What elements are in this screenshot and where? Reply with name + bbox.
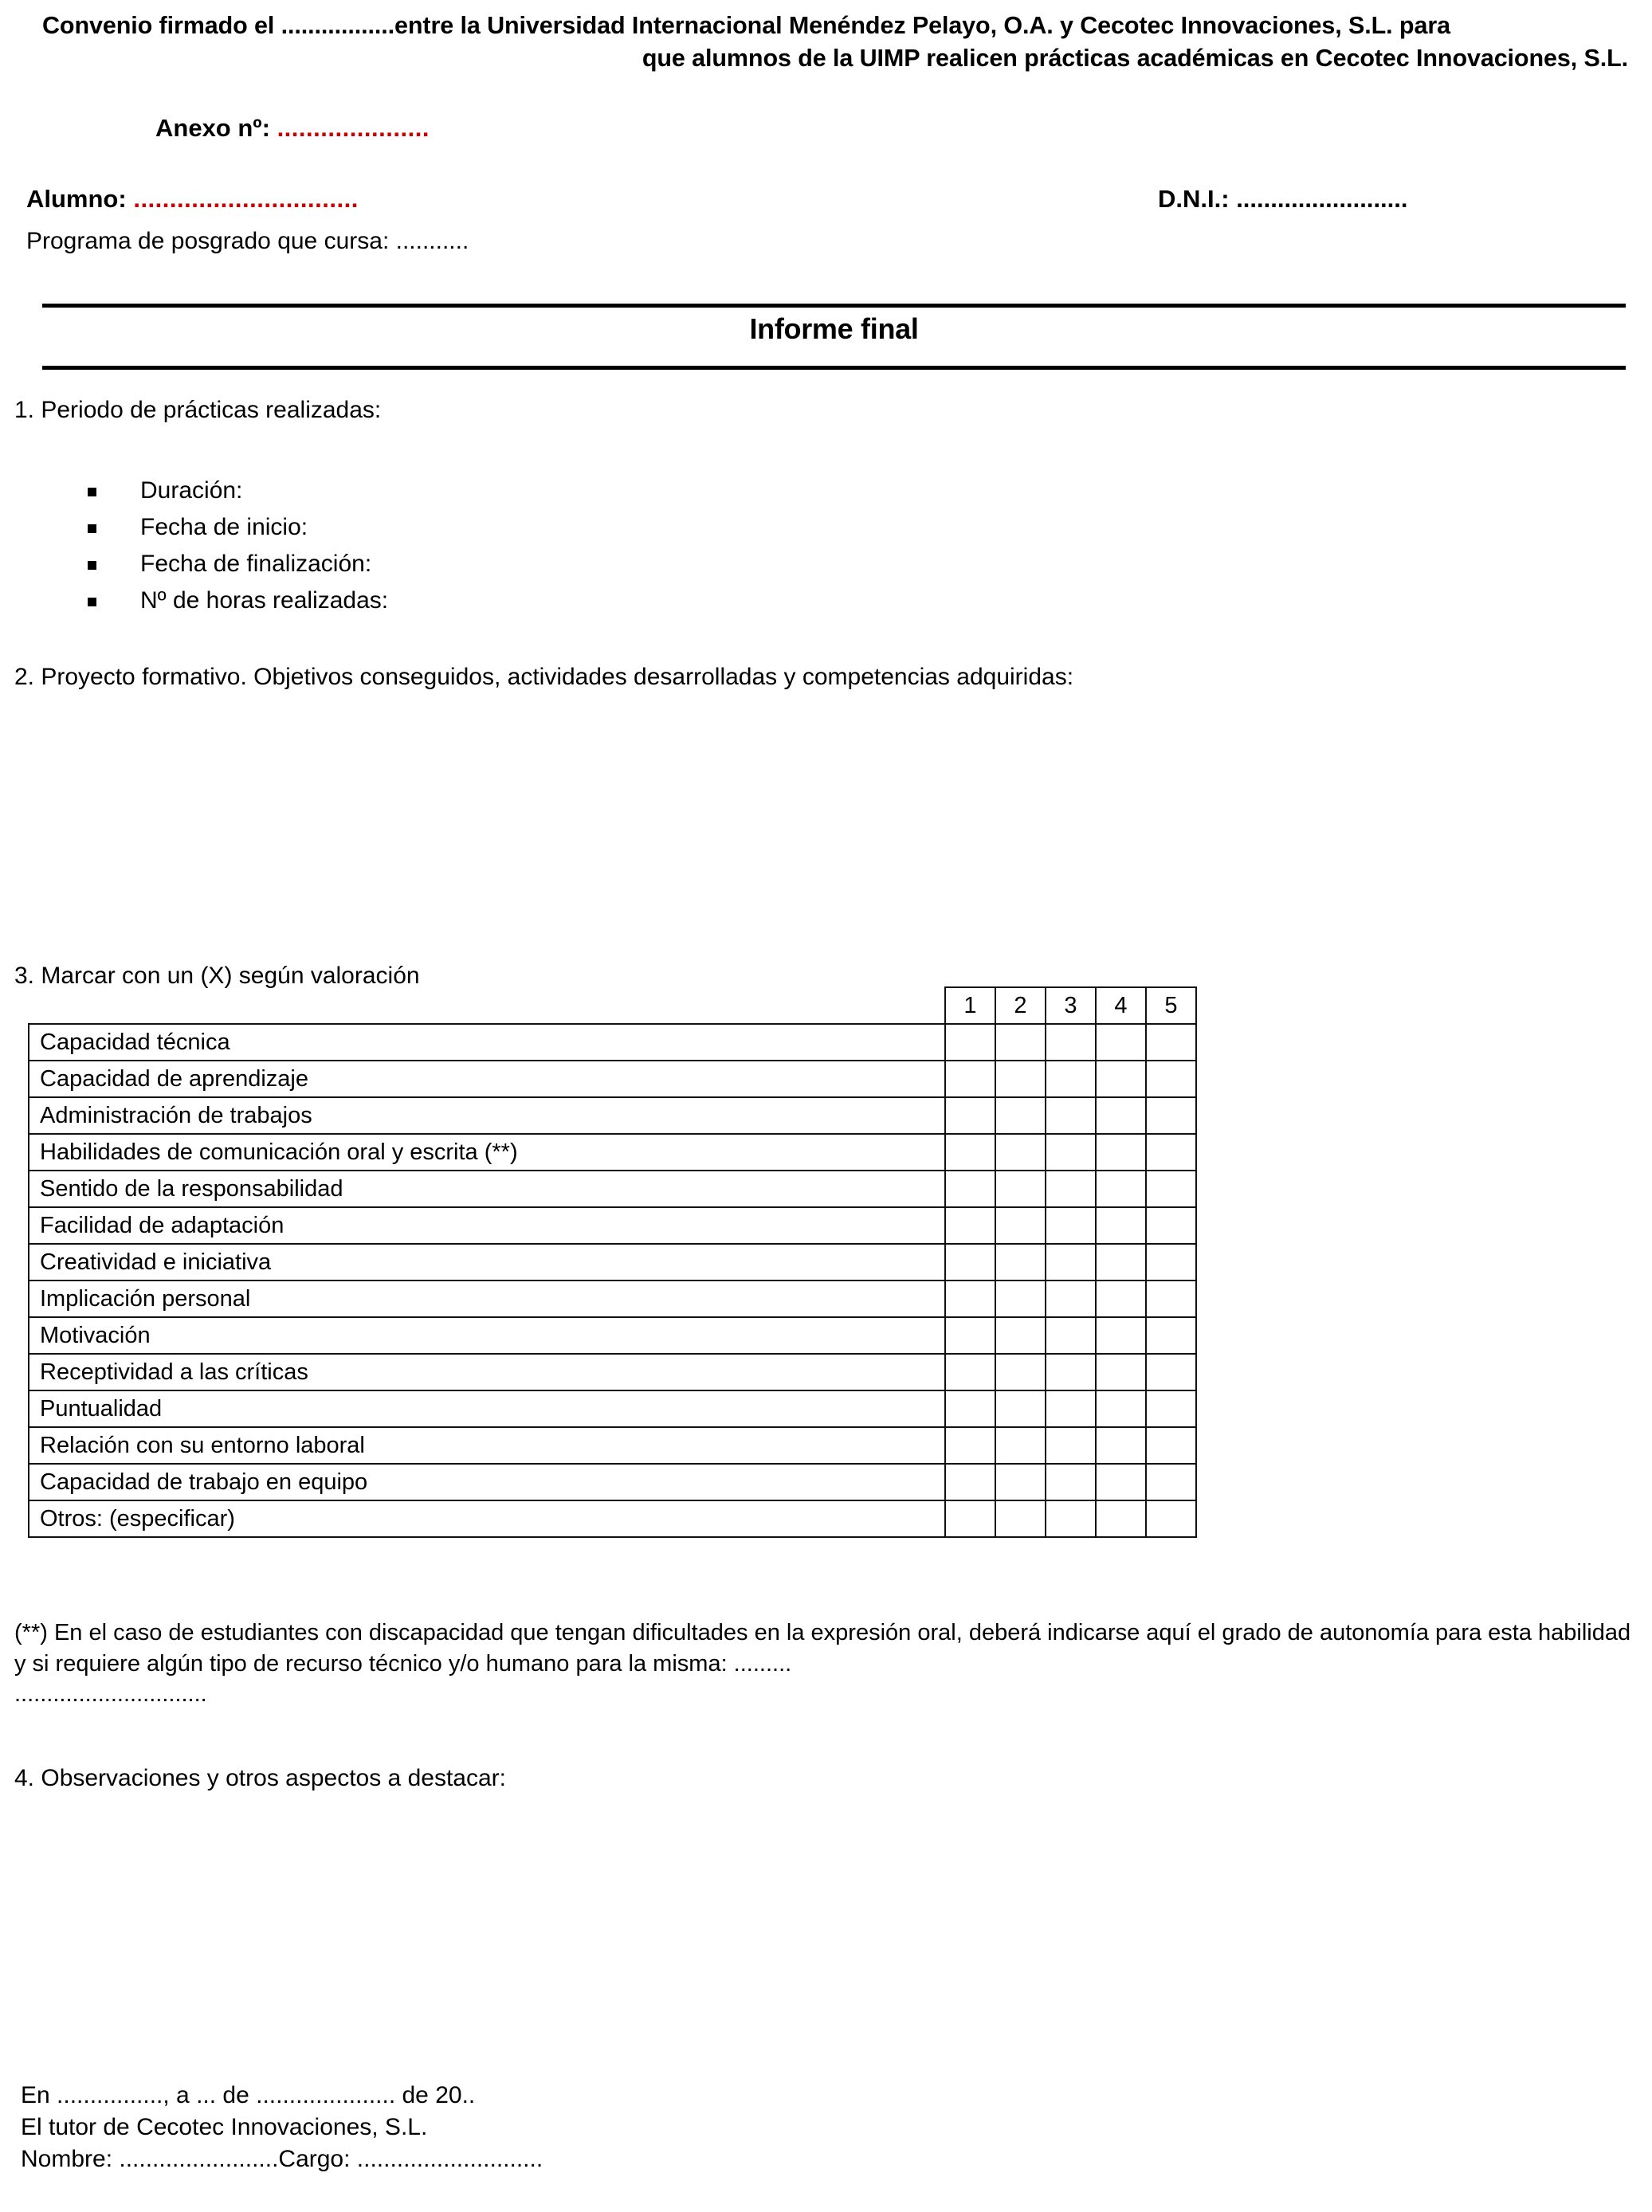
criterion-label: Sentido de la responsabilidad <box>29 1171 945 1207</box>
rating-cell-4[interactable] <box>1096 1061 1146 1097</box>
rating-cell-2[interactable] <box>995 1207 1046 1244</box>
rating-cell-3[interactable] <box>1046 1024 1096 1061</box>
rating-cell-2[interactable] <box>995 1354 1046 1390</box>
rating-cell-3[interactable] <box>1046 1061 1096 1097</box>
bullet-label: Nº de horas realizadas: <box>140 587 389 614</box>
list-item <box>88 473 388 509</box>
rating-cell-5[interactable] <box>1146 1317 1196 1354</box>
name-position-line[interactable]: Nombre: ........................Cargo: ............................ <box>21 2145 543 2172</box>
rating-cell-4[interactable] <box>1096 1317 1146 1354</box>
rating-cell-4[interactable] <box>1096 1207 1146 1244</box>
rating-cell-4[interactable] <box>1096 1500 1146 1537</box>
rating-cell-4[interactable] <box>1096 1171 1146 1207</box>
rating-cell-5[interactable] <box>1146 1171 1196 1207</box>
rating-cell-1[interactable] <box>945 1464 995 1500</box>
programa-posgrado-row[interactable]: Programa de posgrado que cursa: ........... <box>26 228 469 254</box>
square-bullet-icon <box>88 598 96 606</box>
scale-header-5: 5 <box>1146 987 1196 1024</box>
rating-cell-1[interactable] <box>945 1244 995 1281</box>
criterion-label: Capacidad técnica <box>29 1024 945 1061</box>
rating-cell-3[interactable] <box>1046 1171 1096 1207</box>
table-row <box>29 1207 1196 1244</box>
square-bullet-icon <box>88 561 96 570</box>
bullet-label: Duración: <box>140 477 243 504</box>
rating-cell-2[interactable] <box>995 1097 1046 1134</box>
bullet-label: Fecha de inicio: <box>140 514 308 540</box>
rating-cell-4[interactable] <box>1096 1244 1146 1281</box>
rating-cell-5[interactable] <box>1146 1354 1196 1390</box>
rating-cell-4[interactable] <box>1096 1024 1146 1061</box>
alumno-fill-dots[interactable]: ............................... <box>133 185 359 213</box>
square-bullet-icon <box>88 488 96 496</box>
rating-cell-2[interactable] <box>995 1427 1046 1464</box>
criterion-label: Habilidades de comunicación oral y escrita (**) <box>29 1134 945 1171</box>
criterion-label: Otros: (especificar) <box>29 1500 945 1537</box>
tutor-line: El tutor de Cecotec Innovaciones, S.L. <box>21 2113 428 2140</box>
rating-cell-2[interactable] <box>995 1024 1046 1061</box>
section-heading-1: 1. Periodo de prácticas realizadas: <box>14 397 382 423</box>
rating-cell-5[interactable] <box>1146 1024 1196 1061</box>
dni-field-row <box>1158 185 1408 214</box>
criterion-label: Relación con su entorno laboral <box>29 1427 945 1464</box>
criterion-label: Capacidad de trabajo en equipo <box>29 1464 945 1500</box>
dni-label: D.N.I.: <box>1158 185 1230 213</box>
rating-cell-5[interactable] <box>1146 1244 1196 1281</box>
title-rule-top <box>42 304 1626 308</box>
rating-cell-5[interactable] <box>1146 1464 1196 1500</box>
periodo-practicas-list <box>88 473 388 619</box>
rating-cell-1[interactable] <box>945 1061 995 1097</box>
place-date-line[interactable]: En ................, a ... de ..................... de 20.. <box>21 2082 476 2108</box>
table-row <box>29 1390 1196 1427</box>
rating-cell-5[interactable] <box>1146 1500 1196 1537</box>
rating-cell-5[interactable] <box>1146 1207 1196 1244</box>
rating-cell-3[interactable] <box>1046 1317 1096 1354</box>
rating-cell-5[interactable] <box>1146 1061 1196 1097</box>
rating-cell-4[interactable] <box>1096 1354 1146 1390</box>
signature-block <box>21 2080 543 2175</box>
rating-cell-5[interactable] <box>1146 1097 1196 1134</box>
alumno-label: Alumno: <box>26 185 127 213</box>
table-row <box>29 1134 1196 1171</box>
valoracion-table-body <box>29 1024 1196 1537</box>
anexo-field-row <box>155 114 430 143</box>
title-rule-bottom <box>42 366 1626 370</box>
table-row <box>29 1281 1196 1317</box>
rating-cell-1[interactable] <box>945 1500 995 1537</box>
rating-cell-2[interactable] <box>995 1500 1046 1537</box>
criterion-label: Capacidad de aprendizaje <box>29 1061 945 1097</box>
rating-cell-4[interactable] <box>1096 1281 1146 1317</box>
rating-cell-3[interactable] <box>1046 1427 1096 1464</box>
criterion-label: Creatividad e iniciativa <box>29 1244 945 1281</box>
criterion-label: Receptividad a las críticas <box>29 1354 945 1390</box>
rating-cell-3[interactable] <box>1046 1097 1096 1134</box>
criterion-label: Puntualidad <box>29 1390 945 1427</box>
table-row <box>29 1097 1196 1134</box>
table-row <box>29 1317 1196 1354</box>
table-row <box>29 1061 1196 1097</box>
rating-cell-2[interactable] <box>995 1390 1046 1427</box>
scale-header-3: 3 <box>1046 987 1096 1024</box>
table-row <box>29 1464 1196 1500</box>
rating-cell-3[interactable] <box>1046 1244 1096 1281</box>
rating-cell-2[interactable] <box>995 1171 1046 1207</box>
list-item <box>88 509 388 546</box>
section-heading-2: 2. Proyecto formativo. Objetivos conseguidos, actividades desarrolladas y competencias adquiridas: <box>14 664 1074 690</box>
page-title: Informe final <box>749 312 919 345</box>
rating-cell-4[interactable] <box>1096 1427 1146 1464</box>
rating-cell-5[interactable] <box>1146 1390 1196 1427</box>
rating-cell-1[interactable] <box>945 1207 995 1244</box>
section-heading-4: 4. Observaciones y otros aspectos a destacar: <box>14 1765 506 1791</box>
table-header-row <box>29 987 1196 1024</box>
rating-cell-1[interactable] <box>945 1171 995 1207</box>
table-row <box>29 1427 1196 1464</box>
footnote-continuation-dots[interactable]: .............................. <box>14 1681 207 1708</box>
rating-cell-3[interactable] <box>1046 1500 1096 1537</box>
criterion-label: Motivación <box>29 1317 945 1354</box>
section-heading-3: 3. Marcar con un (X) según valoración <box>14 963 420 989</box>
rating-cell-4[interactable] <box>1096 1097 1146 1134</box>
rating-cell-1[interactable] <box>945 1354 995 1390</box>
rating-cell-3[interactable] <box>1046 1354 1096 1390</box>
scale-header-4: 4 <box>1096 987 1146 1024</box>
valoracion-table-wrapper <box>28 986 1197 1538</box>
scale-header-1: 1 <box>945 987 995 1024</box>
footnote-text: (**) En el caso de estudiantes con discapacidad que tengan dificultades en la expresión oral, deberá indicarse aquí el grado de autonomía para esta habilidad y si requiere algún tipo de recurso técnico y/o humano para la misma: ......... <box>14 1620 1631 1677</box>
rating-cell-1[interactable] <box>945 1134 995 1171</box>
square-bullet-icon <box>88 524 96 533</box>
rating-cell-2[interactable] <box>995 1281 1046 1317</box>
footnote-discapacidad <box>14 1618 1632 1710</box>
bullet-label: Fecha de finalización: <box>140 551 372 577</box>
rating-cell-3[interactable] <box>1046 1281 1096 1317</box>
valoracion-table <box>28 986 1197 1538</box>
rating-cell-2[interactable] <box>995 1317 1046 1354</box>
list-item <box>88 546 388 582</box>
rating-cell-4[interactable] <box>1096 1134 1146 1171</box>
rating-cell-5[interactable] <box>1146 1427 1196 1464</box>
rating-cell-2[interactable] <box>995 1134 1046 1171</box>
rating-cell-1[interactable] <box>945 1390 995 1427</box>
rating-cell-2[interactable] <box>995 1244 1046 1281</box>
rating-cell-1[interactable] <box>945 1281 995 1317</box>
alumno-field-row <box>26 185 359 214</box>
rating-cell-3[interactable] <box>1046 1134 1096 1171</box>
criterion-label: Facilidad de adaptación <box>29 1207 945 1244</box>
table-row <box>29 1024 1196 1061</box>
rating-cell-3[interactable] <box>1046 1464 1096 1500</box>
rating-cell-5[interactable] <box>1146 1281 1196 1317</box>
table-row <box>29 1500 1196 1537</box>
document-header <box>42 10 1628 74</box>
table-row <box>29 1354 1196 1390</box>
rating-cell-4[interactable] <box>1096 1464 1146 1500</box>
table-row <box>29 1171 1196 1207</box>
header-line-1: Convenio firmado el .................entre la Universidad Internacional Menéndez Pelayo, O.A. y Cecotec Innovaciones, S.L. para <box>42 12 1450 39</box>
rating-cell-1[interactable] <box>945 1317 995 1354</box>
criterion-label: Administración de trabajos <box>29 1097 945 1134</box>
rating-cell-1[interactable] <box>945 1097 995 1134</box>
rating-cell-4[interactable] <box>1096 1390 1146 1427</box>
rating-cell-2[interactable] <box>995 1061 1046 1097</box>
rating-cell-5[interactable] <box>1146 1134 1196 1171</box>
criterion-label: Implicación personal <box>29 1281 945 1317</box>
list-item <box>88 582 388 619</box>
rating-cell-1[interactable] <box>945 1427 995 1464</box>
rating-cell-1[interactable] <box>945 1024 995 1061</box>
rating-cell-3[interactable] <box>1046 1390 1096 1427</box>
anexo-label: Anexo nº: <box>155 114 270 142</box>
rating-cell-3[interactable] <box>1046 1207 1096 1244</box>
rating-cell-2[interactable] <box>995 1464 1046 1500</box>
header-line-2: que alumnos de la UIMP realicen prácticas académicas en Cecotec Innovaciones, S.L. <box>642 44 1628 72</box>
scale-header-2: 2 <box>995 987 1046 1024</box>
anexo-fill-dots[interactable]: ..................... <box>277 114 430 142</box>
table-row <box>29 1244 1196 1281</box>
dni-fill-dots[interactable]: ......................... <box>1236 185 1408 213</box>
table-header-blank <box>29 987 945 1024</box>
